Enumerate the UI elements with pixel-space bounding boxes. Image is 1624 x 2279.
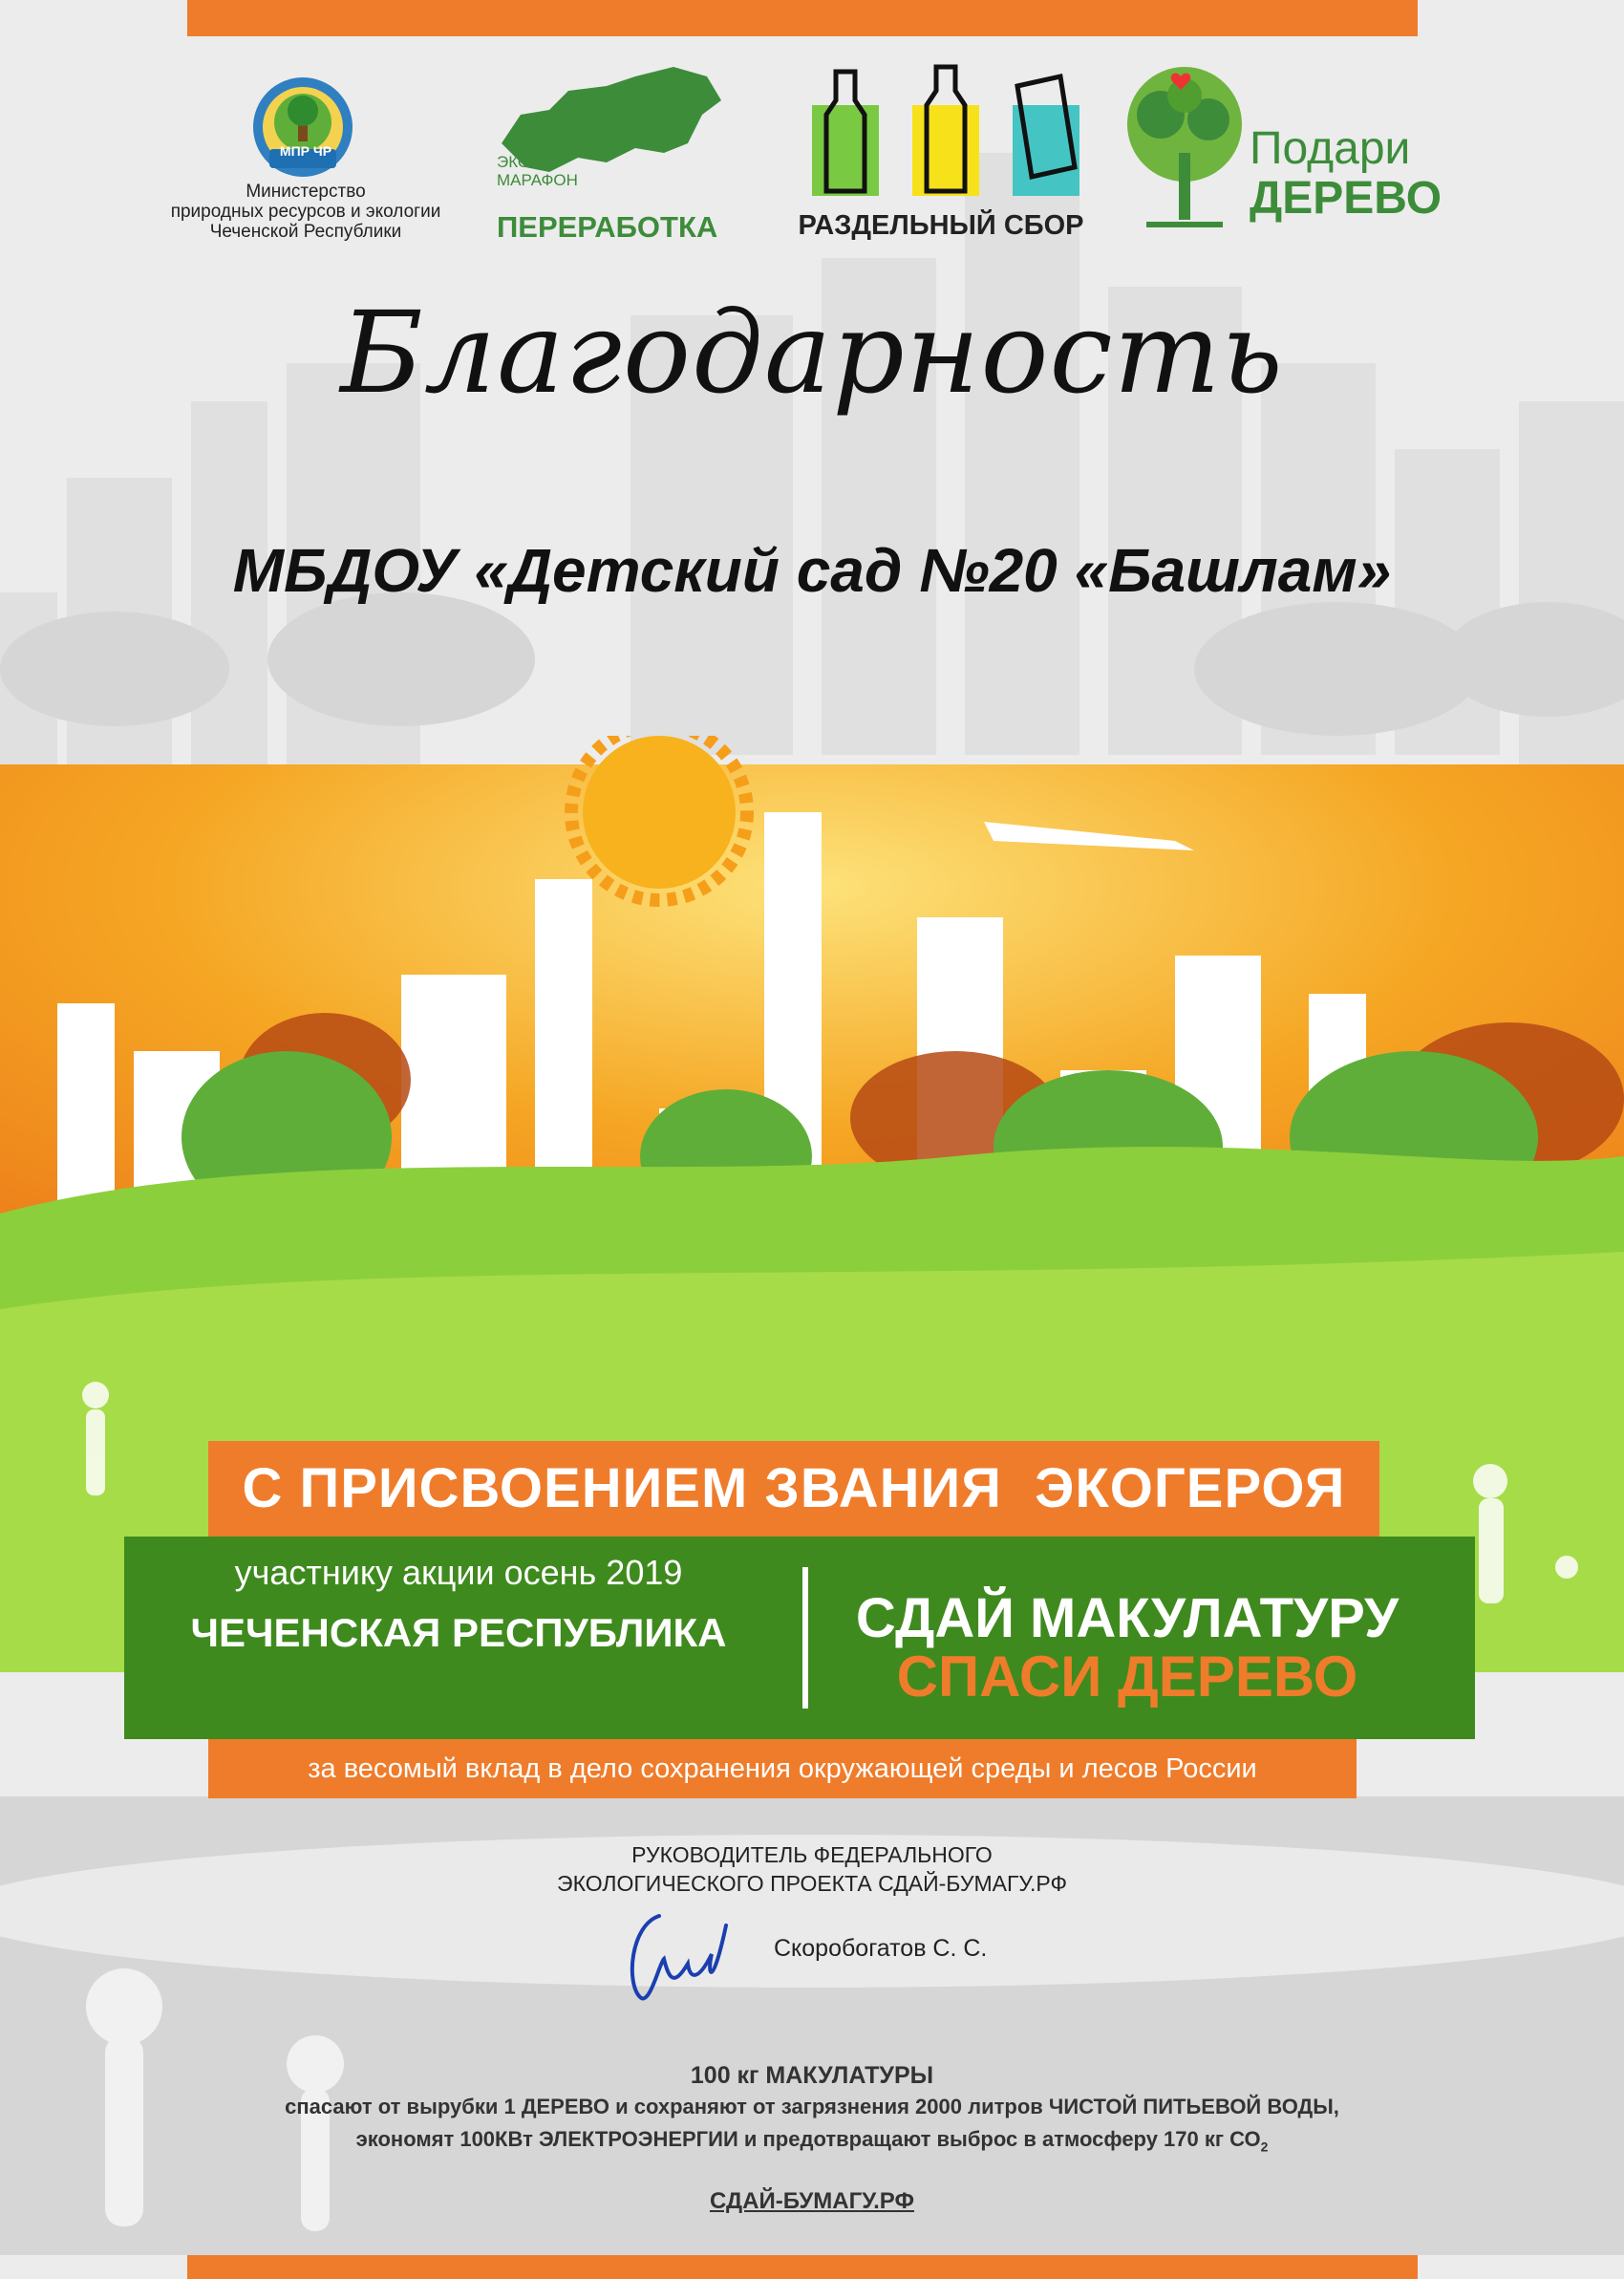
slogan-line-1: СДАЙ МАКУЛАТУРУ [855,1587,1400,1649]
region-name: ЧЕЧЕНСКАЯ РЕСПУБЛИКА [190,1610,727,1655]
leader-title [401,1840,1223,1898]
facts-title: 100 кг МАКУЛАТУРЫ [690,2062,934,2089]
ministry-caption-line: Чеченской Республики [209,222,402,242]
slogan-line-2: СПАСИ ДЕРЕВО [896,1645,1358,1709]
ministry-caption-line: Министерство [246,182,366,202]
participant-line: участнику акции осень 2019 [234,1553,683,1592]
facts-line-2-text: экономят 100КВт ЭЛЕКТРОЭНЕРГИИ и предотвращают выброс в атмосферу 170 кг СО [355,2127,1261,2151]
marathon-small-text [497,153,611,189]
leader-title-line: РУКОВОДИТЕЛЬ ФЕДЕРАЛЬНОГО [631,1842,993,1867]
top-orange-bar [187,0,1418,36]
gift-tree-line: ДЕРЕВО [1250,173,1442,224]
separate-collection-label: РАЗДЕЛЬНЫЙ СБОР [798,210,1084,241]
ministry-badge-text: МПР ЧР [279,143,332,159]
panel-divider [802,1567,808,1709]
bottom-orange-bar [187,2255,1418,2279]
ministry-caption-line: природных ресурсов и экологии [170,202,441,222]
gift-tree-line: Подари [1250,123,1411,174]
recipient-name: МБДОУ «Детский сад №20 «Башлам» [232,536,1392,605]
site-link[interactable]: СДАЙ-БУМАГУ.РФ [710,2188,914,2214]
leader-title-line: ЭКОЛОГИЧЕСКОГО ПРОЕКТА СДАЙ-БУМАГУ.РФ [557,1871,1067,1896]
handwritten-signature [621,1906,755,2011]
certificate-title: Благодарность [340,287,1284,419]
marathon-small-line: ЭКО [497,153,531,171]
facts-line-2 [0,2127,1624,2154]
gift-tree-label [1250,124,1479,224]
eco-hero-banner: С ПРИСВОЕНИЕМ ЗВАНИЯ ЭКОГЕРОЯ [208,1441,1379,1537]
co2-subscript: 2 [1260,2139,1269,2155]
ministry-emblem-icon [250,75,355,180]
facts-line-1: спасают от вырубки 1 ДЕРЕВО и сохраняют от загрязнения 2000 литров ЧИСТОЙ ПИТЬЕВОЙ ВОДЫ, [285,2095,1339,2118]
signer-name: Скоробогатов С. С. [774,1935,988,1962]
marathon-small-line: МАРАФОН [497,171,578,189]
ministry-caption [162,182,449,242]
marathon-label: ПЕРЕРАБОТКА [497,210,718,244]
recycling-bins-icon [798,62,1084,205]
tree-icon [1118,62,1251,234]
contribution-text: за весомый вклад в дело сохранения окружающей среды и лесов России [208,1739,1357,1798]
